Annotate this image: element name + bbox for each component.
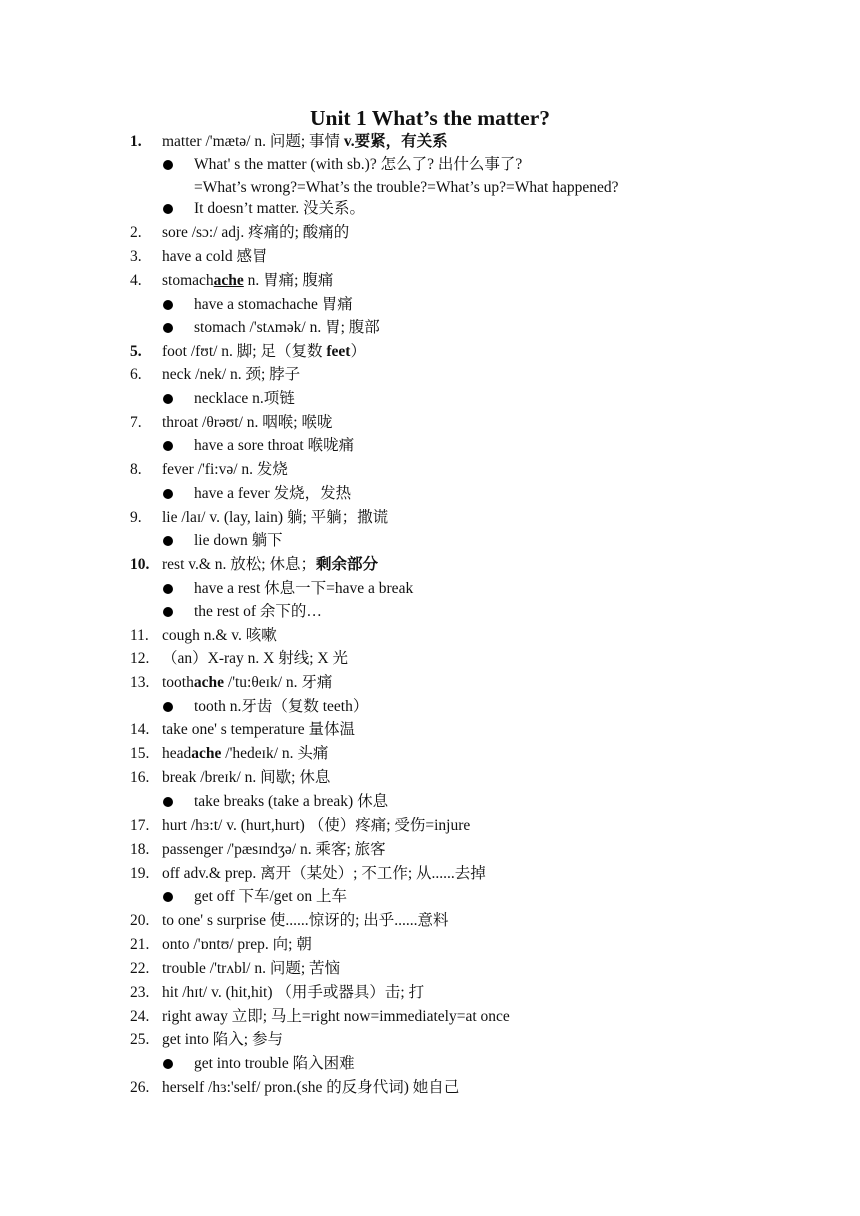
entry-number: 5.	[130, 343, 142, 360]
vocab-entry	[0, 648, 860, 670]
page-title: Unit 1 What’s the matter?	[309, 106, 551, 130]
sub-entry	[0, 530, 860, 552]
entry-definition: sore /sɔ:/ adj. 疼痛的; 酸痛的	[162, 224, 350, 241]
sub-entry-text: get into trouble 陷入困难	[194, 1055, 355, 1072]
sub-entry	[0, 483, 860, 505]
bullet-icon	[163, 584, 173, 594]
vocab-entry	[0, 1029, 860, 1051]
sub-entry-text: have a rest 休息一下=have a break	[194, 580, 414, 597]
vocab-entry	[0, 270, 860, 292]
vocab-entry	[0, 910, 860, 932]
sub-entry	[0, 601, 860, 623]
sub-entry	[0, 791, 860, 813]
bullet-icon	[163, 323, 173, 333]
sub-entry-continuation	[0, 177, 860, 199]
bullet-icon	[163, 204, 173, 214]
entry-text	[162, 863, 486, 885]
vocab-entry	[0, 246, 860, 268]
entry-text	[162, 1006, 510, 1028]
entry-definition: have a cold 感冒	[162, 248, 268, 265]
entry-definition: right away 立即; 马上=right now=immediately=at once	[162, 1008, 510, 1025]
entry-number: 20.	[130, 912, 150, 929]
sub-entry-text: necklace n.项链	[194, 390, 295, 407]
entry-definition: neck /nek/ n. 颈; 脖子	[162, 366, 301, 383]
sub-entry	[0, 1053, 860, 1075]
entry-word: matter	[162, 133, 202, 150]
vocab-entry	[0, 341, 860, 363]
entry-definition: trouble /'trʌbl/ n. 问题; 苦恼	[162, 960, 341, 977]
entry-definition: foot /fʊt/ n. 脚; 足（复数	[162, 343, 327, 360]
bullet-icon	[163, 1059, 173, 1069]
vocab-entry	[0, 839, 860, 861]
entry-text	[162, 341, 366, 363]
entry-text	[162, 459, 288, 481]
sub-entry	[0, 388, 860, 410]
sub-entry	[0, 435, 860, 457]
vocab-entry	[0, 815, 860, 837]
entry-number: 13.	[130, 674, 150, 691]
vocab-entry	[0, 767, 860, 789]
entry-number: 6.	[130, 366, 142, 383]
vocab-entry	[0, 1077, 860, 1099]
entry-number: 22.	[130, 960, 150, 977]
sub-entry-text: take breaks (take a break) 休息	[194, 793, 389, 810]
entry-number: 10.	[130, 556, 150, 573]
entry-number: 2.	[130, 224, 142, 241]
entry-number: 16.	[130, 769, 150, 786]
bullet-icon	[163, 607, 173, 617]
entry-text	[162, 412, 332, 434]
entry-word-suffix: ache	[213, 272, 244, 289]
entry-number: 21.	[130, 936, 150, 953]
entry-text	[162, 672, 332, 694]
entry-text	[162, 648, 348, 670]
entry-number: 3.	[130, 248, 142, 265]
sub-entry-text: It doesn’t matter. 没关系。	[194, 200, 366, 217]
entry-definition: lie /laɪ/ v. (lay, lain) 躺; 平躺；撒谎	[162, 509, 389, 526]
entry-text	[162, 958, 340, 980]
sub-entry-text: have a stomachache 胃痛	[194, 296, 353, 313]
sub-entry-text: =What’s wrong?=What’s the trouble?=What’s up?=What happened?	[194, 179, 619, 196]
entry-number: 23.	[130, 984, 150, 1001]
sub-entry-text: tooth n.牙齿（复数 teeth）	[194, 698, 369, 715]
vocab-entry	[0, 958, 860, 980]
entry-number: 11.	[130, 627, 149, 644]
entry-definition: fever /'fi:və/ n. 发烧	[162, 461, 288, 478]
entry-definition: passenger /'pæsɪndʒə/ n. 乘客; 旅客	[162, 841, 386, 858]
entry-text	[162, 767, 330, 789]
entry-text	[162, 743, 328, 765]
entry-definition: hit /hɪt/ v. (hit,hit) （用手或器具）击; 打	[162, 984, 425, 1001]
vocab-entry	[0, 934, 860, 956]
sub-entry-text: the rest of 余下的…	[194, 603, 322, 620]
entry-definition: /'mætə/ n. 问题; 事情	[201, 133, 341, 150]
vocab-entry	[0, 863, 860, 885]
vocab-entry	[0, 412, 860, 434]
entry-number: 26.	[130, 1079, 150, 1096]
entry-text	[162, 507, 388, 529]
entry-definition: /'tu:θeɪk/ n. 牙痛	[224, 674, 333, 691]
sub-entry-text: stomach /'stʌmək/ n. 胃; 腹部	[194, 319, 380, 336]
entry-number: 25.	[130, 1031, 150, 1048]
bullet-icon	[163, 797, 173, 807]
entry-definition: get into 陷入; 参与	[162, 1031, 283, 1048]
entry-text	[162, 934, 312, 956]
entry-text	[162, 1029, 283, 1051]
entry-definition: （an）X-ray n. X 射线; X 光	[162, 650, 348, 667]
entry-extra-meaning: 剩余部分	[316, 556, 379, 573]
entry-definition-end: ）	[350, 343, 366, 360]
vocab-entry	[0, 554, 860, 576]
entry-text	[162, 554, 378, 576]
entry-text	[162, 222, 349, 244]
bullet-icon	[163, 489, 173, 499]
entry-definition: take one' s temperature 量体温	[162, 721, 356, 738]
sub-entry-text: have a sore throat 喉咙痛	[194, 437, 355, 454]
entry-definition: rest v.& n. 放松; 休息；	[162, 556, 316, 573]
sub-entry-text: lie down 躺下	[194, 532, 283, 549]
entry-word-suffix: ache	[193, 674, 225, 691]
entry-text	[162, 719, 355, 741]
bullet-icon	[163, 394, 173, 404]
sub-entry-text: What' s the matter (with sb.)? 怎么了? 出什么事了?	[194, 156, 523, 173]
entry-number: 1.	[130, 133, 142, 150]
vocab-entry	[0, 364, 860, 386]
sub-entry	[0, 294, 860, 316]
entry-text	[162, 1077, 459, 1099]
entry-number: 14.	[130, 721, 150, 738]
sub-entry-text: get off 下车/get on 上车	[194, 888, 347, 905]
entry-definition: cough n.& v. 咳嗽	[162, 627, 277, 644]
bullet-icon	[163, 892, 173, 902]
sub-entry	[0, 317, 860, 339]
entry-text	[162, 625, 277, 647]
sub-entry	[0, 578, 860, 600]
entry-text	[162, 246, 267, 268]
entry-text	[162, 131, 448, 153]
entry-number: 7.	[130, 414, 142, 431]
entry-text	[162, 910, 449, 932]
sub-entry	[0, 154, 860, 176]
entry-extra-meaning: v.要紧，有关系	[340, 133, 448, 150]
sub-entry-text: have a fever 发烧，发热	[194, 485, 352, 502]
entry-definition: to one' s surprise 使......惊讶的; 出乎......意料	[162, 912, 449, 929]
vocab-entry	[0, 131, 860, 153]
sub-entry	[0, 886, 860, 908]
sub-entry	[0, 198, 860, 220]
entry-definition: n. 胃痛; 腹痛	[243, 272, 334, 289]
entry-bold-word: feet	[326, 343, 351, 360]
entry-definition: herself /hɜ:'self/ pron.(she 的反身代词) 她自己	[162, 1079, 460, 1096]
bullet-icon	[163, 300, 173, 310]
entry-number: 17.	[130, 817, 150, 834]
entry-definition: hurt /hɜ:t/ v. (hurt,hurt) （使）疼痛; 受伤=injure	[162, 817, 471, 834]
entry-number: 19.	[130, 865, 150, 882]
vocab-entry	[0, 222, 860, 244]
entry-text	[162, 815, 470, 837]
entry-definition: throat /θrəʊt/ n. 咽喉; 喉咙	[162, 414, 333, 431]
entry-text	[162, 364, 300, 386]
vocab-entry	[0, 743, 860, 765]
entry-word-suffix: ache	[191, 745, 222, 762]
entry-definition: /'hedeɪk/ n. 头痛	[221, 745, 329, 762]
bullet-icon	[163, 702, 173, 712]
sub-entry	[0, 696, 860, 718]
entry-number: 24.	[130, 1008, 150, 1025]
entry-number: 15.	[130, 745, 150, 762]
entry-number: 4.	[130, 272, 142, 289]
entry-number: 8.	[130, 461, 142, 478]
entry-definition: break /breɪk/ n. 间歇; 休息	[162, 769, 331, 786]
entry-word-stem: stomach	[162, 272, 214, 289]
vocab-entry	[0, 672, 860, 694]
vocab-entry	[0, 1006, 860, 1028]
entry-number: 9.	[130, 509, 142, 526]
bullet-icon	[163, 441, 173, 451]
entry-number: 18.	[130, 841, 150, 858]
bullet-icon	[163, 160, 173, 170]
vocab-entry	[0, 459, 860, 481]
vocab-entry	[0, 507, 860, 529]
entry-text	[162, 839, 386, 861]
vocab-entry	[0, 625, 860, 647]
entry-definition: onto /'ɒntʊ/ prep. 向; 朝	[162, 936, 312, 953]
entry-word-stem: head	[162, 745, 192, 762]
entry-number: 12.	[130, 650, 150, 667]
vocab-entry	[0, 982, 860, 1004]
entry-text	[162, 982, 424, 1004]
entry-word-stem: tooth	[162, 674, 194, 691]
entry-definition: off adv.& prep. 离开（某处）; 不工作; 从......去掉	[162, 865, 486, 882]
entry-text	[162, 270, 333, 292]
bullet-icon	[163, 536, 173, 546]
vocab-entry	[0, 719, 860, 741]
